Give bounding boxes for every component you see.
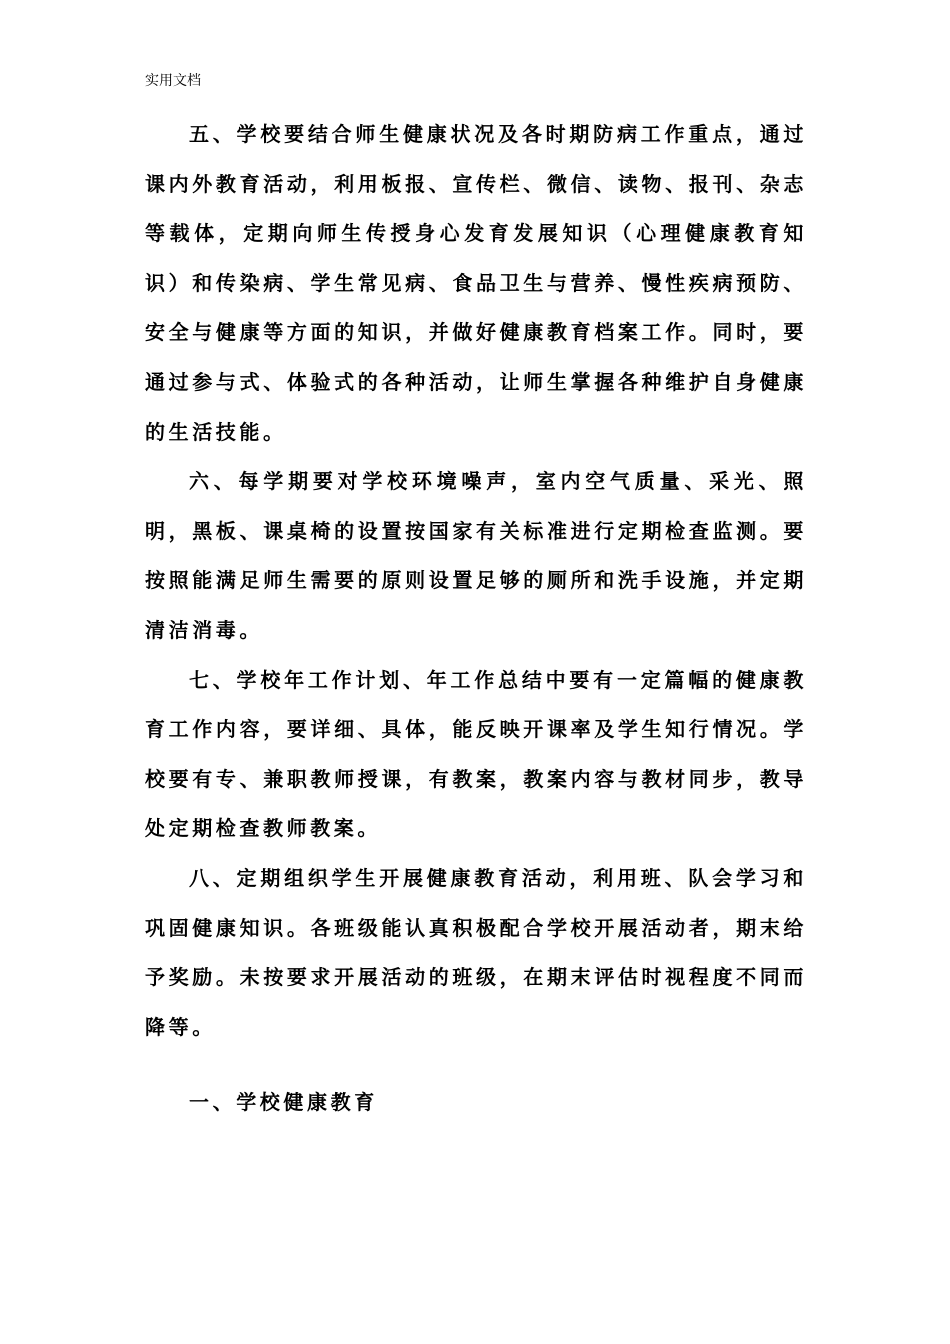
paragraph-five: 五、学校要结合师生健康状况及各时期防病工作重点，通过课内外教育活动，利用板报、宣传栏、微信、读物、报刊、杂志等载体，定期向师生传授身心发育发展知识（心理健康教育知识）和传染病、学生常见病、食品卫生与营养、慢性疾病预防、安全与健康等方面的知识，并做好健康教育档案工作。同时，要通过参与式、体验式的各种活动，让师生掌握各种维护自身健康的生活技能。 bbox=[145, 122, 807, 444]
paragraph-eight: 八、定期组织学生开展健康教育活动，利用班、队会学习和巩固健康知识。各班级能认真积极配合学校开展活动者，期末给予奖励。未按要求开展活动的班级，在期末评估时视程度不同而降等。 bbox=[145, 865, 807, 1039]
document-body bbox=[145, 110, 807, 1128]
page-header-label: 实用文档 bbox=[145, 73, 201, 89]
paragraph-six: 六、每学期要对学校环境噪声，室内空气质量、采光、照明，黑板、课桌椅的设置按国家有关标准进行定期检查监测。要按照能满足师生需要的原则设置足够的厕所和洗手设施，并定期清洁消毒。 bbox=[145, 469, 807, 642]
paragraph-seven: 七、学校年工作计划、年工作总结中要有一定篇幅的健康教育工作内容，要详细、具体，能反映开课率及学生知行情况。学校要有专、兼职教师授课，有教案，教案内容与教材同步，教导处定期检查教师教案。 bbox=[145, 667, 807, 841]
section-heading: 一、学校健康教育 bbox=[189, 1090, 378, 1115]
